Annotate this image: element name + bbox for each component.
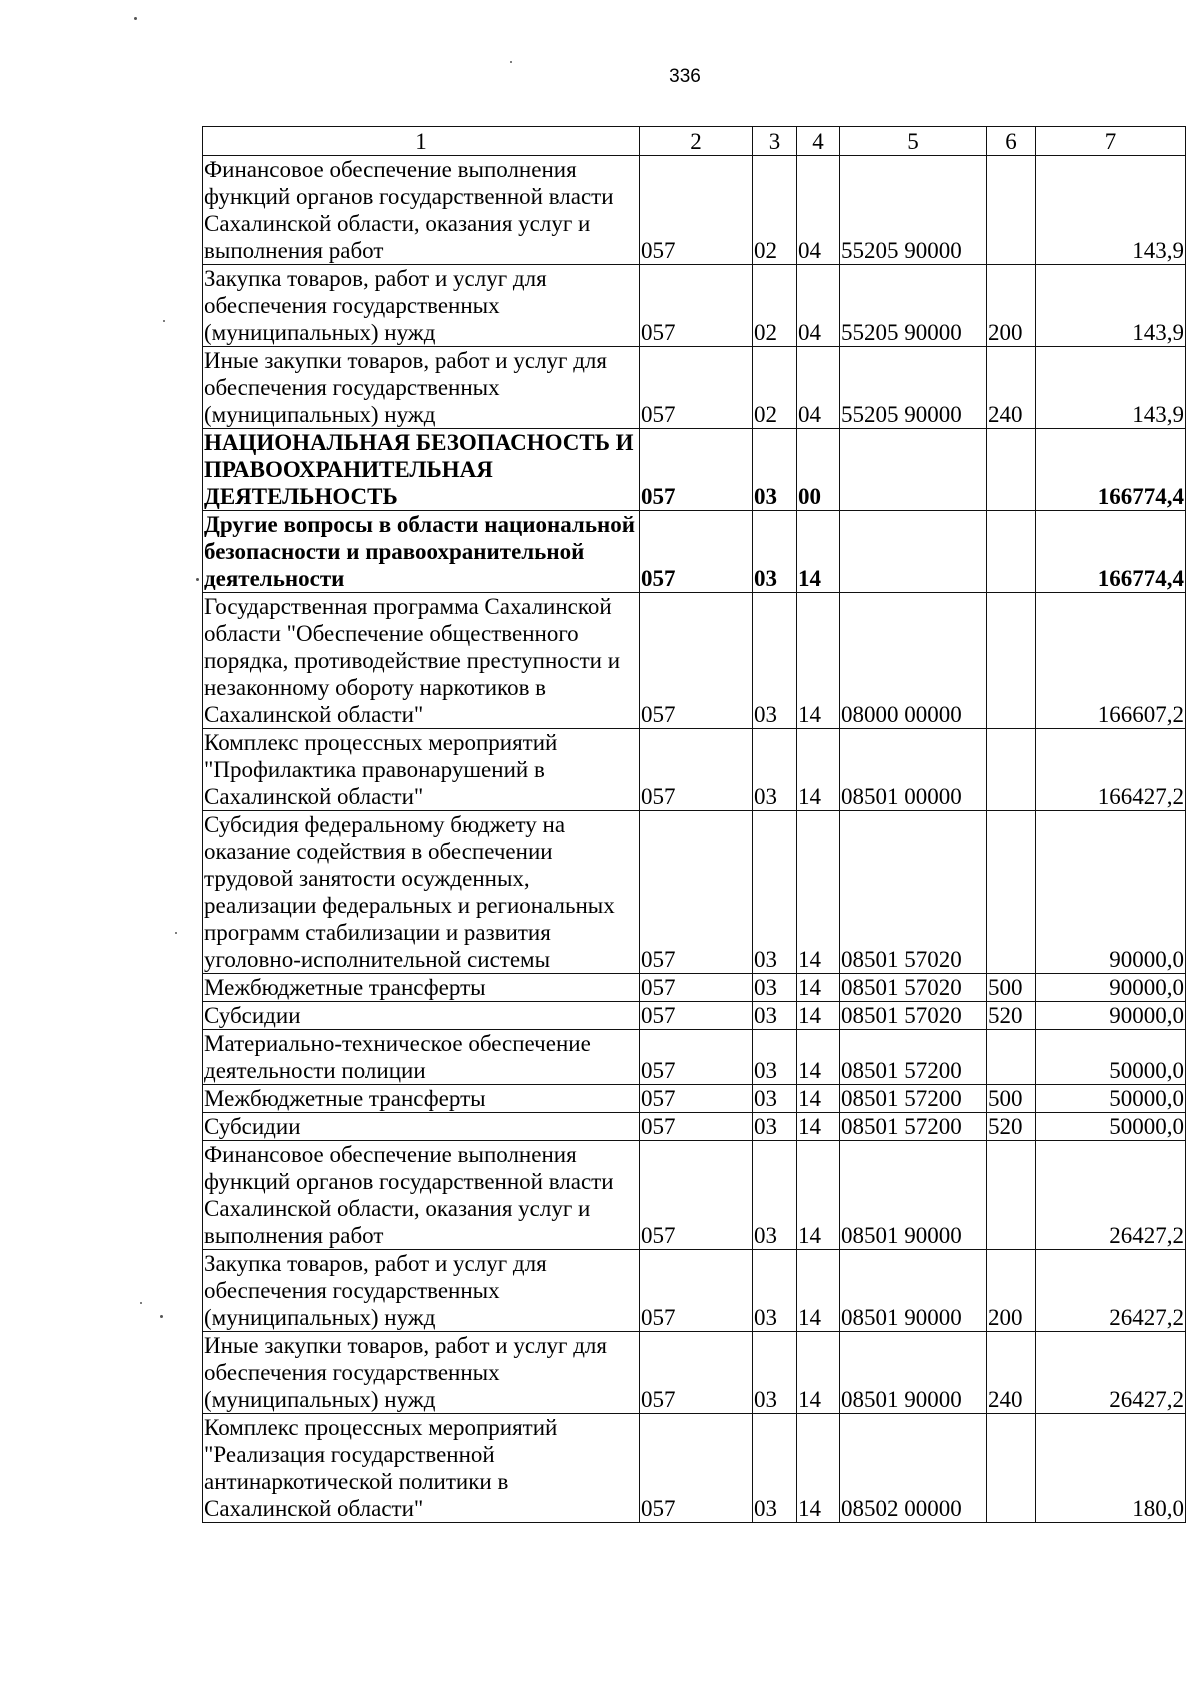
scan-speck [140,1302,142,1304]
code-rz: 03 [753,811,797,974]
row-amount: 50000,0 [1036,1113,1186,1141]
table-body [203,127,1186,1523]
code-csr: 55205 90000 [840,156,987,265]
row-amount: 90000,0 [1036,974,1186,1002]
row-name: Межбюджетные трансферты [203,1085,640,1113]
row-name: Иные закупки товаров, работ и услуг для обеспечения государственных (муниципальных) нужд [203,1332,640,1414]
code-gr: 057 [640,1002,753,1030]
row-amount: 166427,2 [1036,729,1186,811]
code-pr: 14 [797,511,840,593]
code-csr: 08501 57200 [840,1113,987,1141]
code-rz: 03 [753,729,797,811]
code-vr [987,729,1036,811]
scan-speck [163,320,165,322]
code-rz: 03 [753,974,797,1002]
code-gr: 057 [640,1113,753,1141]
code-gr: 057 [640,265,753,347]
code-pr: 14 [797,1141,840,1250]
code-pr: 14 [797,974,840,1002]
row-name: Субсидия федеральному бюджету на оказание содействия в обеспечении трудовой занятости осужденных, реализации федеральных и региональных программ стабилизации и развития уголовно-исполнительной системы [203,811,640,974]
code-csr: 08501 57200 [840,1085,987,1113]
column-header: 1 [203,127,640,156]
code-csr [840,429,987,511]
column-header: 5 [840,127,987,156]
code-gr: 057 [640,729,753,811]
code-pr: 00 [797,429,840,511]
code-pr: 04 [797,265,840,347]
row-amount: 26427,2 [1036,1141,1186,1250]
code-rz: 02 [753,156,797,265]
code-vr [987,1141,1036,1250]
code-gr: 057 [640,511,753,593]
row-name: Межбюджетные трансферты [203,974,640,1002]
code-rz: 03 [753,1113,797,1141]
scan-speck [134,17,137,20]
table-header-row [203,127,1186,156]
code-pr: 14 [797,1414,840,1523]
code-vr: 200 [987,1250,1036,1332]
code-rz: 02 [753,265,797,347]
row-name: Закупка товаров, работ и услуг для обеспечения государственных (муниципальных) нужд [203,1250,640,1332]
code-gr: 057 [640,1141,753,1250]
code-pr: 14 [797,1332,840,1414]
code-gr: 057 [640,811,753,974]
code-csr: 08502 00000 [840,1414,987,1523]
code-rz: 03 [753,1002,797,1030]
code-vr: 500 [987,1085,1036,1113]
code-vr: 520 [987,1002,1036,1030]
row-name: Финансовое обеспечение выполнения функций органов государственной власти Сахалинской области, оказания услуг и выполнения работ [203,1141,640,1250]
code-pr: 14 [797,1002,840,1030]
row-amount: 26427,2 [1036,1332,1186,1414]
table-row [203,1002,1186,1030]
code-gr: 057 [640,1332,753,1414]
row-name: Субсидии [203,1002,640,1030]
code-gr: 057 [640,593,753,729]
table-row [203,811,1186,974]
code-rz: 03 [753,1414,797,1523]
code-csr [840,511,987,593]
code-pr: 04 [797,347,840,429]
code-csr: 55205 90000 [840,265,987,347]
table-row [203,1113,1186,1141]
table-row [203,265,1186,347]
code-pr: 04 [797,156,840,265]
code-gr: 057 [640,429,753,511]
code-pr: 14 [797,1085,840,1113]
row-amount: 50000,0 [1036,1030,1186,1085]
code-gr: 057 [640,1030,753,1085]
budget-table [202,126,1186,1523]
code-csr: 08501 90000 [840,1250,987,1332]
row-amount: 166774,4 [1036,511,1186,593]
code-gr: 057 [640,1414,753,1523]
row-name: Закупка товаров, работ и услуг для обеспечения государственных (муниципальных) нужд [203,265,640,347]
code-vr: 520 [987,1113,1036,1141]
table-row [203,1414,1186,1523]
code-rz: 03 [753,511,797,593]
code-rz: 02 [753,347,797,429]
code-gr: 057 [640,1250,753,1332]
code-vr: 240 [987,1332,1036,1414]
table-row [203,729,1186,811]
column-header: 2 [640,127,753,156]
code-rz: 03 [753,429,797,511]
code-gr: 057 [640,347,753,429]
table-row [203,156,1186,265]
code-pr: 14 [797,1030,840,1085]
scan-speck [175,932,177,934]
row-name: Комплекс процессных мероприятий "Профилактика правонарушений в Сахалинской области" [203,729,640,811]
code-pr: 14 [797,1250,840,1332]
code-vr: 500 [987,974,1036,1002]
row-amount: 143,9 [1036,347,1186,429]
column-header: 6 [987,127,1036,156]
row-name: Комплекс процессных мероприятий "Реализация государственной антинаркотической политики в Сахалинской области" [203,1414,640,1523]
row-name: Материально-техническое обеспечение деятельности полиции [203,1030,640,1085]
code-csr: 08501 57020 [840,974,987,1002]
column-header: 3 [753,127,797,156]
code-csr: 08501 57020 [840,1002,987,1030]
code-csr: 08000 00000 [840,593,987,729]
code-csr: 08501 00000 [840,729,987,811]
document-page [0,99,1200,1701]
code-gr: 057 [640,974,753,1002]
code-csr: 08501 90000 [840,1332,987,1414]
row-name: НАЦИОНАЛЬНАЯ БЕЗОПАСНОСТЬ И ПРАВООХРАНИТЕЛЬНАЯ ДЕЯТЕЛЬНОСТЬ [203,429,640,511]
code-gr: 057 [640,1085,753,1113]
code-pr: 14 [797,593,840,729]
code-rz: 03 [753,1250,797,1332]
code-gr: 057 [640,156,753,265]
column-header: 4 [797,127,840,156]
scan-speck [196,578,199,581]
table-row [203,1332,1186,1414]
code-pr: 14 [797,1113,840,1141]
row-amount: 143,9 [1036,156,1186,265]
code-vr: 200 [987,265,1036,347]
row-amount: 166607,2 [1036,593,1186,729]
table-row [203,974,1186,1002]
code-rz: 03 [753,1332,797,1414]
table-row [203,429,1186,511]
row-amount: 180,0 [1036,1414,1186,1523]
code-rz: 03 [753,1030,797,1085]
code-vr [987,593,1036,729]
row-amount: 143,9 [1036,265,1186,347]
scan-speck [510,61,512,63]
row-name: Иные закупки товаров, работ и услуг для обеспечения государственных (муниципальных) нужд [203,347,640,429]
column-header: 7 [1036,127,1186,156]
table-row [203,511,1186,593]
row-amount: 26427,2 [1036,1250,1186,1332]
code-vr [987,1414,1036,1523]
table-row [203,1085,1186,1113]
table-row [203,347,1186,429]
row-amount: 90000,0 [1036,811,1186,974]
code-vr [987,429,1036,511]
page-number: 336 [669,66,701,87]
table-row [203,1141,1186,1250]
code-csr: 08501 57020 [840,811,987,974]
table-row [203,1250,1186,1332]
row-amount: 50000,0 [1036,1085,1186,1113]
code-csr: 55205 90000 [840,347,987,429]
code-rz: 03 [753,1085,797,1113]
row-name: Государственная программа Сахалинской области "Обеспечение общественного порядка, противодействие преступности и незаконному обороту наркотиков в Сахалинской области" [203,593,640,729]
row-name: Другие вопросы в области национальной безопасности и правоохранительной деятельности [203,511,640,593]
scan-speck [160,1315,163,1318]
code-vr [987,511,1036,593]
row-name: Субсидии [203,1113,640,1141]
row-name: Финансовое обеспечение выполнения функций органов государственной власти Сахалинской области, оказания услуг и выполнения работ [203,156,640,265]
table-row [203,1030,1186,1085]
code-csr: 08501 90000 [840,1141,987,1250]
code-csr: 08501 57200 [840,1030,987,1085]
table-row [203,593,1186,729]
code-vr [987,156,1036,265]
code-vr: 240 [987,347,1036,429]
code-pr: 14 [797,729,840,811]
row-amount: 166774,4 [1036,429,1186,511]
code-pr: 14 [797,811,840,974]
row-amount: 90000,0 [1036,1002,1186,1030]
code-vr [987,811,1036,974]
code-vr [987,1030,1036,1085]
code-rz: 03 [753,1141,797,1250]
code-rz: 03 [753,593,797,729]
